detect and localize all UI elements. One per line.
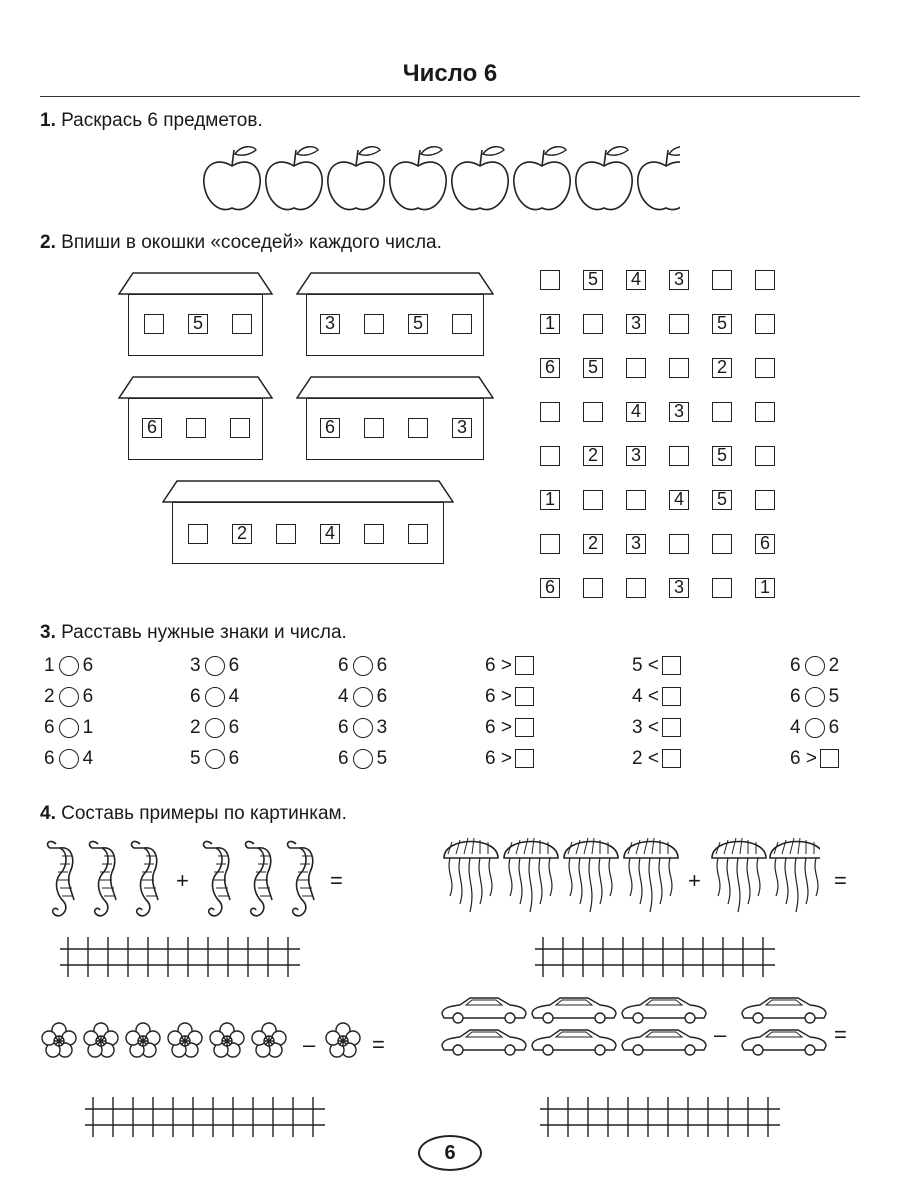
flower-icon: [326, 1023, 360, 1057]
number-box[interactable]: [364, 418, 384, 438]
answer-grid[interactable]: [85, 1097, 325, 1137]
number-box[interactable]: 6: [320, 418, 340, 438]
sign-circle[interactable]: [353, 656, 373, 676]
number-box[interactable]: 3: [626, 534, 646, 554]
number-box[interactable]: 5: [408, 314, 428, 334]
plus-sign: +: [176, 868, 189, 893]
right-number: 4: [228, 686, 240, 707]
number-box[interactable]: 4: [320, 524, 340, 544]
number-box[interactable]: [583, 402, 603, 422]
compare-item: [338, 748, 387, 779]
compare-item: [485, 686, 534, 717]
apple-icon[interactable]: [576, 147, 632, 210]
number-box[interactable]: 5: [583, 358, 603, 378]
answer-box[interactable]: [662, 687, 681, 706]
apples-row: [200, 140, 680, 215]
apple-icon[interactable]: [204, 147, 260, 210]
right-number: 6: [82, 686, 94, 707]
number-box[interactable]: 6: [755, 534, 775, 554]
number-box[interactable]: [669, 534, 689, 554]
cars-picture: [440, 992, 830, 1062]
car-icon: [532, 998, 616, 1023]
number-box[interactable]: [230, 418, 250, 438]
inequality-text: 6 >: [485, 717, 512, 738]
number-box[interactable]: 3: [669, 578, 689, 598]
house-1: [118, 272, 273, 362]
apple-icon[interactable]: [452, 147, 508, 210]
sign-circle[interactable]: [59, 687, 79, 707]
answer-box[interactable]: [515, 718, 534, 737]
number-box[interactable]: 5: [712, 490, 732, 510]
inequality-text: 6 >: [485, 748, 512, 769]
number-box[interactable]: [755, 270, 775, 290]
number-box[interactable]: [583, 314, 603, 334]
apple-icon[interactable]: [266, 147, 322, 210]
equals-sign: =: [372, 1032, 385, 1057]
number-box[interactable]: [669, 314, 689, 334]
jellyfish-icon: [770, 838, 820, 912]
number-box[interactable]: [712, 534, 732, 554]
car-icon: [622, 998, 706, 1023]
answer-box[interactable]: [662, 656, 681, 675]
sign-circle[interactable]: [59, 718, 79, 738]
task-text: Расставь нужные знаки и числа.: [61, 622, 347, 643]
number-box[interactable]: [755, 446, 775, 466]
compare-item: [338, 717, 387, 748]
compare-item: [190, 686, 239, 717]
compare-item: [632, 655, 681, 686]
seahorse-icon: [288, 841, 314, 915]
equals-sign: =: [330, 868, 343, 893]
left-number: 6: [190, 686, 201, 707]
task-number: 1.: [40, 110, 56, 131]
number-box[interactable]: 4: [669, 490, 689, 510]
sign-circle[interactable]: [205, 718, 225, 738]
number-box[interactable]: [144, 314, 164, 334]
compare-item: [790, 717, 839, 748]
answer-box[interactable]: [662, 718, 681, 737]
number-box[interactable]: [540, 270, 560, 290]
compare-item: [44, 655, 93, 686]
compare-item: [190, 748, 239, 779]
seahorse-icon: [132, 841, 158, 915]
number-box[interactable]: [540, 446, 560, 466]
flower-icon: [84, 1023, 118, 1057]
number-box[interactable]: 2: [583, 534, 603, 554]
sign-circle[interactable]: [353, 749, 373, 769]
house-slots: [144, 314, 252, 334]
number-box[interactable]: 5: [712, 446, 732, 466]
car-icon: [742, 998, 826, 1023]
compare-item: [632, 748, 681, 779]
inequality-text: 6 >: [485, 686, 512, 707]
answer-box[interactable]: [662, 749, 681, 768]
number-box[interactable]: 4: [626, 402, 646, 422]
minus-sign: –: [303, 1032, 316, 1057]
number-box[interactable]: 2: [232, 524, 252, 544]
compare-item: [790, 655, 839, 686]
sign-circle[interactable]: [59, 749, 79, 769]
seahorse-icon: [48, 841, 74, 915]
seahorses-picture: [40, 830, 360, 925]
grid-row: [540, 578, 775, 622]
answer-box[interactable]: [515, 687, 534, 706]
jellyfish-icon: [504, 838, 558, 912]
car-icon: [442, 1030, 526, 1055]
number-box[interactable]: [452, 314, 472, 334]
task-text: Составь примеры по картинкам.: [61, 803, 347, 824]
house-4: [296, 376, 494, 466]
left-number: 4: [790, 717, 801, 738]
number-box[interactable]: [626, 490, 646, 510]
left-number: 1: [44, 655, 55, 676]
number-box[interactable]: [712, 270, 732, 290]
grid-row: [540, 490, 775, 534]
house-3: [118, 376, 273, 466]
neighbors-grid: [540, 270, 775, 622]
task-text: Раскрась 6 предметов.: [61, 110, 263, 131]
task-1-heading: [40, 110, 263, 132]
compare-item: [632, 686, 681, 717]
car-icon: [442, 998, 526, 1023]
grid-row: [540, 534, 775, 578]
number-box[interactable]: 6: [540, 358, 560, 378]
left-number: 3: [190, 655, 201, 676]
sign-circle[interactable]: [353, 718, 373, 738]
compare-item: [190, 717, 239, 748]
number-box[interactable]: [583, 490, 603, 510]
task-4-heading: [40, 803, 347, 825]
number-box[interactable]: [712, 402, 732, 422]
number-box[interactable]: [540, 402, 560, 422]
flower-icon: [126, 1023, 160, 1057]
sign-circle[interactable]: [805, 718, 825, 738]
number-box[interactable]: [755, 402, 775, 422]
title-underline: [40, 96, 860, 97]
compare-item: [190, 655, 239, 686]
plus-sign: +: [688, 868, 701, 893]
task-number: 4.: [40, 803, 56, 824]
compare-item: [632, 717, 681, 748]
left-number: 6: [338, 748, 349, 769]
right-number: 6: [228, 655, 240, 676]
left-number: 6: [790, 686, 801, 707]
apple-icon[interactable]: [514, 147, 570, 210]
right-number: 3: [376, 717, 388, 738]
number-box[interactable]: [188, 524, 208, 544]
flower-icon: [252, 1023, 286, 1057]
number-box[interactable]: 1: [755, 578, 775, 598]
left-number: 2: [190, 717, 201, 738]
number-box[interactable]: [755, 490, 775, 510]
answer-grid[interactable]: [540, 1097, 780, 1137]
compare-item: [790, 686, 839, 717]
number-box[interactable]: 3: [669, 402, 689, 422]
number-box[interactable]: 6: [540, 578, 560, 598]
number-box[interactable]: 5: [188, 314, 208, 334]
jellyfish-icon: [564, 838, 618, 912]
grid-row: [540, 446, 775, 490]
number-box[interactable]: [755, 314, 775, 334]
flower-icon: [168, 1023, 202, 1057]
right-number: 6: [376, 686, 388, 707]
page-number: 6: [418, 1135, 482, 1171]
inequality-text: 5 <: [632, 655, 659, 676]
number-box[interactable]: 1: [540, 490, 560, 510]
number-box[interactable]: [408, 418, 428, 438]
compare-col-2: [190, 655, 239, 779]
right-number: 6: [376, 655, 388, 676]
number-box[interactable]: [364, 314, 384, 334]
left-number: 6: [44, 748, 55, 769]
number-box[interactable]: [669, 446, 689, 466]
number-box[interactable]: 3: [669, 270, 689, 290]
answer-box[interactable]: [820, 749, 839, 768]
number-box[interactable]: [626, 358, 646, 378]
apple-icon[interactable]: [638, 147, 680, 210]
number-box[interactable]: 3: [626, 446, 646, 466]
number-box[interactable]: [712, 578, 732, 598]
equals-sign: =: [834, 868, 847, 893]
page-title: Число 6: [402, 60, 498, 87]
number-box[interactable]: 3: [320, 314, 340, 334]
left-number: 6: [44, 717, 55, 738]
minus-sign: –: [714, 1022, 727, 1047]
right-number: 6: [82, 655, 94, 676]
inequality-text: 6 >: [485, 655, 512, 676]
number-box[interactable]: [669, 358, 689, 378]
house-slots: [188, 524, 428, 544]
equals-sign: =: [834, 1022, 847, 1047]
jellyfish-icon: [712, 838, 766, 912]
sign-circle[interactable]: [205, 656, 225, 676]
compare-col-4: [485, 655, 534, 779]
right-number: 2: [828, 655, 840, 676]
grid-row: [540, 270, 775, 314]
task-3-heading: [40, 622, 347, 644]
compare-item: [485, 748, 534, 779]
inequality-text: 3 <: [632, 717, 659, 738]
number-box[interactable]: 3: [626, 314, 646, 334]
left-number: 6: [338, 717, 349, 738]
number-box[interactable]: 1: [540, 314, 560, 334]
seahorse-icon: [246, 841, 272, 915]
sign-circle[interactable]: [805, 687, 825, 707]
number-box[interactable]: [186, 418, 206, 438]
number-box[interactable]: 5: [583, 270, 603, 290]
right-number: 6: [228, 717, 240, 738]
right-number: 5: [376, 748, 388, 769]
apple-icon[interactable]: [328, 147, 384, 210]
number-box[interactable]: [364, 524, 384, 544]
grid-row: [540, 314, 775, 358]
house-slots: [142, 418, 250, 438]
sign-circle[interactable]: [805, 656, 825, 676]
right-number: 1: [82, 717, 94, 738]
number-box[interactable]: 6: [142, 418, 162, 438]
house-slots: [320, 418, 472, 438]
inequality-text: 6 >: [790, 748, 817, 769]
answer-grid[interactable]: [535, 937, 775, 977]
right-number: 6: [828, 717, 840, 738]
number-box[interactable]: [583, 578, 603, 598]
number-box[interactable]: 5: [712, 314, 732, 334]
right-number: 4: [82, 748, 94, 769]
sign-circle[interactable]: [59, 656, 79, 676]
compare-item: [44, 748, 93, 779]
answer-box[interactable]: [515, 749, 534, 768]
number-box[interactable]: 3: [452, 418, 472, 438]
compare-col-3: [338, 655, 387, 779]
grid-row: [540, 402, 775, 446]
car-icon: [742, 1030, 826, 1055]
flower-icon: [210, 1023, 244, 1057]
seahorse-icon: [90, 841, 116, 915]
number-box[interactable]: 2: [583, 446, 603, 466]
number-box[interactable]: [540, 534, 560, 554]
number-box[interactable]: 2: [712, 358, 732, 378]
compare-item: [485, 655, 534, 686]
number-box[interactable]: [755, 358, 775, 378]
house-slots: [320, 314, 472, 334]
compare-item: [44, 717, 93, 748]
sign-circle[interactable]: [353, 687, 373, 707]
flower-icon: [42, 1023, 76, 1057]
answer-box[interactable]: [515, 656, 534, 675]
car-icon: [532, 1030, 616, 1055]
jellyfish-icon: [624, 838, 678, 912]
compare-item: [44, 686, 93, 717]
seahorse-icon: [204, 841, 230, 915]
jellyfish-icon: [444, 838, 498, 912]
grid-row: [540, 358, 775, 402]
right-number: 5: [828, 686, 840, 707]
number-box[interactable]: 4: [626, 270, 646, 290]
task-number: 3.: [40, 622, 56, 643]
compare-item: [790, 748, 839, 779]
compare-item: [485, 717, 534, 748]
house-5: [162, 480, 454, 570]
left-number: 6: [338, 655, 349, 676]
compare-col-5: [632, 655, 681, 779]
jellyfish-picture: [440, 828, 820, 928]
compare-item: [338, 655, 387, 686]
compare-col-1: [44, 655, 93, 779]
flowers-picture: [40, 1020, 370, 1065]
inequality-text: 4 <: [632, 686, 659, 707]
house-2: [296, 272, 494, 362]
left-number: 6: [790, 655, 801, 676]
compare-item: [338, 686, 387, 717]
left-number: 5: [190, 748, 201, 769]
answer-grid[interactable]: [60, 937, 300, 977]
inequality-text: 2 <: [632, 748, 659, 769]
task-2-heading: [40, 232, 442, 254]
number-box[interactable]: [626, 578, 646, 598]
number-box[interactable]: [408, 524, 428, 544]
task-text: Впиши в окошки «соседей» каждого числа.: [61, 232, 442, 253]
sign-circle[interactable]: [205, 687, 225, 707]
left-number: 4: [338, 686, 349, 707]
right-number: 6: [228, 748, 240, 769]
task-number: 2.: [40, 232, 56, 253]
car-icon: [622, 1030, 706, 1055]
sign-circle[interactable]: [205, 749, 225, 769]
apple-icon[interactable]: [390, 147, 446, 210]
number-box[interactable]: [232, 314, 252, 334]
compare-col-6: [790, 655, 839, 779]
number-box[interactable]: [276, 524, 296, 544]
left-number: 2: [44, 686, 55, 707]
